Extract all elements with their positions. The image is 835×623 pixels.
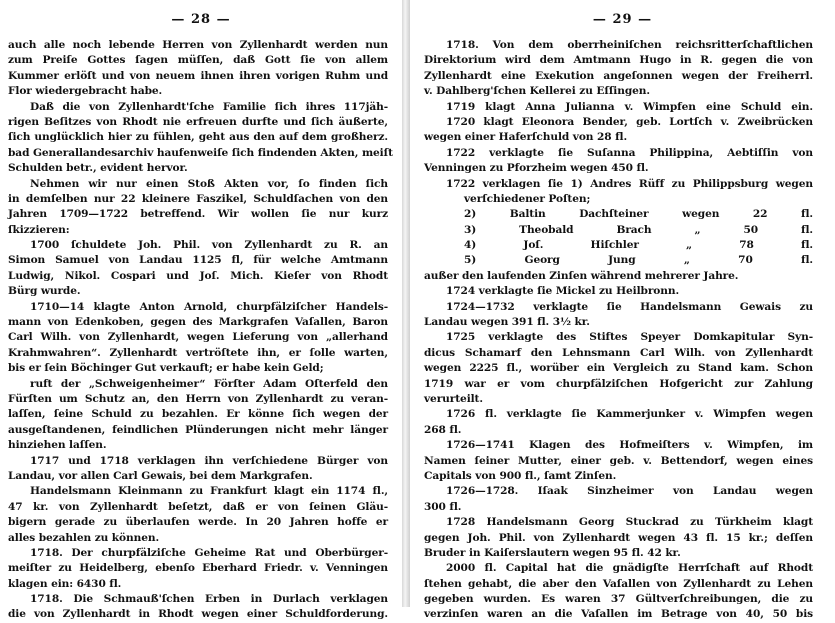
- text-line: Simon Samuel von Landau 1125 fl, für welche Amtmann: [8, 254, 388, 267]
- text-line: Daß die von Zyllenhardt'ſche Familie ſich ihres 117jäh-: [30, 100, 388, 113]
- text-line: 1728 Handelsmann Georg Stuckrad zu Türkheim klagt: [446, 516, 813, 529]
- text-line: 3) Theobald Brach „ 50 fl.: [464, 223, 813, 236]
- text-line: Namen ſeiner Mutter, einer geb. v. Bettendorf, wegen eines: [424, 454, 813, 467]
- text-line: rigen Beſitzes von Rhodt nie erfreuen durfte und ſich äußerte,: [8, 115, 388, 128]
- text-line: 1726—1728. Iſaak Sinzheimer von Landau wegen: [446, 485, 813, 498]
- text-line: 2000 fl. Capital hat die gnädigſte Herrſchaft auf Rhodt: [446, 562, 813, 575]
- text-line: bigern gerade zu überlaufen werde. In 20 Jahren hoffe er: [8, 516, 388, 529]
- text-line: alles bezahlen zu können.: [8, 531, 160, 544]
- text-line: Capitals von 900 fl., ſamt Zinſen.: [424, 469, 617, 482]
- text-line: 1719 klagt Anna Julianna v. Wimpfen eine Schuld ein.: [446, 100, 813, 113]
- text-line: 1720 klagt Eleonora Bender, geb. Lortſch v. Zweibrücken: [446, 115, 813, 128]
- text-line: 1722 verklagte ſie Suſanna Philippina, Aebtiſſin von: [446, 146, 813, 159]
- text-line: meiſter zu Heidelberg, ebenſo Eberhard Friedr. v. Venningen: [8, 562, 388, 575]
- text-line: bis er ſein Böchinger Gut verkauft; er habe kein Geld;: [8, 362, 324, 375]
- text-line: klagen ein: 6430 fl.: [8, 577, 122, 590]
- text-line: Schulden betr., evident hervor.: [8, 162, 188, 175]
- text-line: Bürg wurde.: [8, 285, 81, 298]
- text-line: Direktorium wird dem Amtmann Hugo in R. gegen die von: [424, 54, 813, 67]
- text-line: laſſen, ſeine Schuld zu bezahlen. Er könne ſich wegen der: [8, 408, 388, 421]
- text-line: ausgeſtandenen, feindlichen Plünderungen nicht mehr länger: [8, 423, 388, 436]
- text-line: 47 kr. von Zyllenhardt beſetzt, daß er von ſeinen Gläu-: [8, 500, 388, 513]
- text-line: 268 fl.: [424, 423, 462, 436]
- text-line: 1700 ſchuldete Joh. Phil. von Zyllenhardt zu R. an: [30, 239, 388, 252]
- text-line: Flor wiedergebracht habe.: [8, 85, 163, 98]
- text-line: 1725 verklagte des Stiftes Speyer Domkapitular Syn-: [446, 331, 813, 344]
- text-line: gegeben wurden. Es waren 37 Gültverſchreibungen, die zu: [424, 593, 813, 606]
- text-line: ruft der „Schweigenheimer“ Förſter Adam Oſterfeld den: [30, 377, 388, 390]
- text-line: 1718. Von dem oberrheiniſchen reichsritterſchaftlichen: [446, 39, 813, 51]
- text-line: auch alle noch lebende Herren von Zyllenhardt werden nun: [8, 39, 388, 51]
- text-line: 1719 war er vom churpfälziſchen Hofgericht zur Zahlung: [424, 377, 813, 390]
- text-line: Bruder in Kaiſerslautern wegen 95 fl. 42 kr.: [424, 546, 681, 559]
- text-line: ſich unglücklich hier zu fühlen, geht aus den auf dem großherz.: [8, 131, 388, 144]
- text-line: Krahmwahren“. Zyllenhardt vertröſtete ihn, er ſolle warten,: [8, 346, 388, 359]
- text-line: Fürſten um Schutz an, den Herrn von Zyllenhardt zu veran-: [8, 392, 388, 405]
- text-line: 1718. Die Schmauß'ſchen Erben in Durlach verklagen: [30, 593, 388, 606]
- text-line: 1717 und 1718 verklagen ihn verſchiedene Bürger von: [30, 454, 388, 467]
- text-line: 2) Baltin Dachſteiner wegen 22 fl.: [464, 208, 813, 221]
- text-line: dicus Schamarf den Lehnsmann Carl Wilh. von Zyllenhardt: [424, 346, 813, 359]
- text-line: Nehmen wir nur einen Stoß Akten vor, ſo finden ſich: [30, 177, 388, 190]
- text-line: v. Dahlberg'ſchen Kellerei zu Eſſingen.: [424, 85, 650, 98]
- text-line: 1722 verklagen ſie 1) Andres Rüff zu Philippsburg wegen: [446, 177, 813, 190]
- text-line: 4) Joſ. Hiſchler „ 78 fl.: [464, 239, 813, 252]
- text-line: hinziehen laſſen.: [8, 439, 107, 452]
- text-line: 5) Georg Jung „ 70 fl.: [464, 254, 813, 267]
- text-line: in demſelben nur 22 kleinere Faszikel, Schuldſachen von den: [8, 192, 388, 205]
- text-line: verſchiedener Poſten;: [464, 192, 591, 205]
- text-line: verurteilt.: [424, 392, 483, 405]
- text-line: die von Zyllenhardt in Rhodt wegen einer Schuldforderung.: [8, 608, 388, 621]
- text-line: 1724—1732 verklagte ſie Handelsmann Gewais zu: [446, 300, 813, 313]
- right-page: [410, 0, 835, 621]
- text-line: ſkizzieren:: [8, 223, 70, 236]
- text-line: Ludwig, Nikol. Cospari und Joſ. Mich. Kieſer von Rhodt: [8, 269, 388, 282]
- page-number: — 28 —: [171, 12, 231, 27]
- text-line: Handelsmann Kleinmann zu Frankfurt klagt ein 1174 fl.,: [30, 485, 388, 498]
- text-line: verzinſen waren an die Vaſallen im Betrage von 40, 50 bis: [424, 608, 813, 621]
- text-line: 1726—1741 Klagen des Hofmeiſters v. Wimpfen, im: [446, 439, 813, 452]
- text-line: Landau wegen 391 fl. 3½ kr.: [424, 316, 590, 329]
- text-line: Zyllenhardt eine Exekution angeſonnen wegen der Freiherrl.: [424, 69, 813, 82]
- text-line: wegen 2225 fl., worüber ein Vergleich zu Stand kam. Schon: [424, 362, 813, 375]
- text-line: wegen einer Haferſchuld von 28 fl.: [424, 131, 628, 144]
- left-page: [0, 0, 402, 621]
- text-line: Carl Wilh. von Zyllenhardt, wegen Lieferung von „allerhand: [8, 331, 388, 344]
- text-line: zum Preiſe Gottes ſagen müſſen, daß Gott ſie von allem: [8, 54, 388, 67]
- text-line: ſtehen gehabt, die aber den Vaſallen von Zyllenhardt zu Lehen: [424, 577, 813, 590]
- text-line: Venningen zu Pforzheim wegen 450 fl.: [424, 162, 649, 175]
- page-text: [410, 32, 835, 623]
- text-line: 1724 verklagte ſie Mickel zu Heilbronn.: [446, 285, 680, 298]
- text-line: 1726 fl. verklagte ſie Kammerjunker v. Wimpfen wegen: [446, 408, 813, 421]
- text-line: bad Generallandesarchiv haufenweiſe ſich findenden Akten, meiſt: [8, 146, 393, 159]
- page-number: — 29 —: [592, 12, 653, 27]
- text-line: mann von Edenkoben, gegen des Markgrafen Vaſallen, Baron: [8, 316, 388, 329]
- text-line: 1710—14 klagte Anton Arnold, churpfälziſcher Handels-: [30, 300, 388, 313]
- text-line: gegen Joh. Phil. von Zyllenhardt wegen 43 fl. 15 kr.; deſſen: [424, 531, 813, 544]
- text-line: 1718. Der churpfälziſche Geheime Rat und Oberbürger-: [30, 546, 388, 559]
- text-line: 300 fl.: [424, 500, 462, 513]
- text-line: Jahren 1709—1722 betreffend. Wir wollen ſie nur kurz: [8, 208, 388, 221]
- text-line: Kummer erlöſt und von neuem ihnen ihren vorigen Ruhm und: [8, 69, 388, 82]
- book-gutter: [402, 0, 410, 607]
- text-line: außer den laufenden Zinſen während mehrerer Jahre.: [424, 269, 739, 282]
- text-line: Landau, vor allen Carl Gewais, bei dem Markgrafen.: [8, 469, 313, 482]
- page-text: [0, 32, 402, 623]
